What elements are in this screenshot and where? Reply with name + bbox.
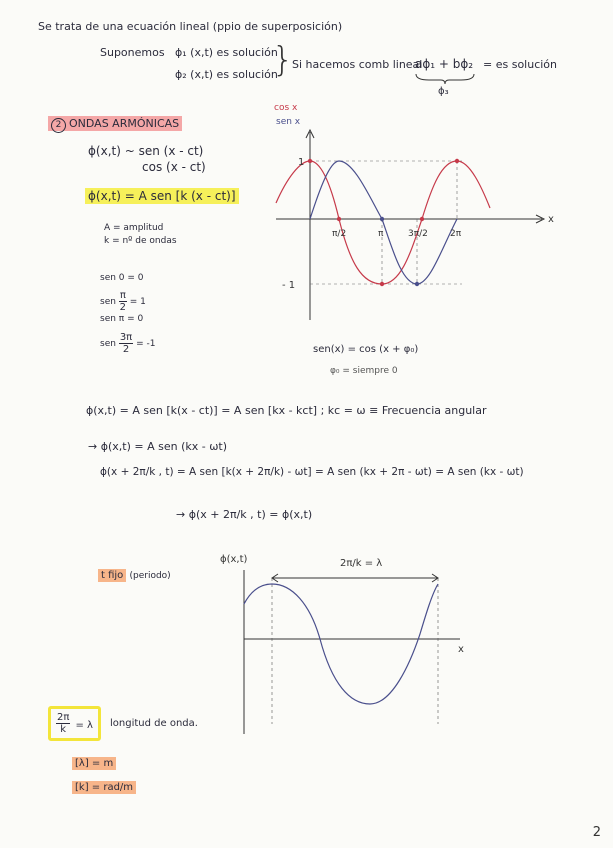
phi3-label: ϕ₃ [438,86,449,97]
wave-curve [244,584,438,704]
sin-curve [310,161,457,284]
sen-pi-half: sen $\frac{\pi}{2}$ = 1 [100,290,146,313]
derivation-line-3: ϕ(x + 2π/k , t) = A sen [k(x + 2π/k) - ωt] = A sen (kx + 2π - ωt) = A sen (kx - ωt) [100,466,524,478]
cos-axis-label: cos x [274,103,298,113]
point-cos-min [380,282,384,286]
point-pi-half [337,217,341,221]
fixed-time-label [98,570,171,581]
wave-period-graph [220,544,540,744]
point-two-pi [455,159,459,163]
section-title: ONDAS ARMÓNICAS [69,117,180,130]
derivation-line-1: ϕ(x,t) = A sen [k(x - ct)] = A sen [kx - kct] ; kc = ω ≡ Frecuencia angular [86,404,487,417]
boxed-fraction: $\frac{2\pi}{k}$ [57,712,70,735]
boxed-lambda: = λ [75,720,93,731]
combo-expression: aϕ₁ + bϕ₂ [415,57,474,71]
point-three-pi-half [420,217,424,221]
section-number: 2 [51,118,66,133]
point-cos-max [308,159,312,163]
point-pi [380,217,384,221]
intro-line: Se trata de una ecuación lineal (ppio de superposición) [38,20,343,33]
graph1-minus-one-label: - 1 [282,280,296,291]
tfijo-note: (periodo) [129,571,171,581]
graph2-y-label: ϕ(x,t) [220,554,248,565]
amplitude-def: A = amplitud [104,223,164,233]
lambda-unit: [λ] = m [72,758,116,769]
derivation-line-4: → ϕ(x + 2π/k , t) = ϕ(x,t) [176,508,313,521]
k-unit: [k] = rad/m [72,782,136,793]
tick-two-pi: 2π [450,229,462,239]
sen-pi: sen π = 0 [100,314,144,324]
sin-cos-graph [262,98,572,328]
underbrace-icon [414,72,476,86]
page-number: 2 [592,825,601,840]
tfijo-highlight: t fijo [98,569,126,582]
section-heading [48,117,182,133]
tick-three-pi-half: 3π/2 [408,229,428,239]
sen-three-pi-half: sen $\frac{3\pi}{2}$ = -1 [100,332,156,355]
wavelength-box [48,706,101,741]
suppose-label: Suponemos [100,46,165,59]
phase-note: φ₀ = siempre 0 [330,366,398,376]
tick-pi: π [378,229,384,239]
approx-cos: cos (x - ct) [142,160,206,174]
combo-result: = es solución [483,58,558,71]
graph1-one-label: 1 [298,157,305,168]
main-wave-equation: ϕ(x,t) = A sen [k (x - ct)] [85,189,239,203]
combo-label: Si hacemos comb lineal [292,58,423,71]
wavenumber-def: k = nº de ondas [104,236,177,246]
graph1-x-label: x [548,214,554,225]
phase-identity: sen(x) = cos (x + φ₀) [313,344,419,355]
phi2-statement: ϕ₂ (x,t) es solución [175,68,278,81]
graph2-x-label: x [458,644,464,655]
wavelength-label: longitud de onda. [110,718,198,729]
derivation-line-2: → ϕ(x,t) = A sen (kx - ωt) [88,440,228,453]
phi1-statement: ϕ₁ (x,t) es solución [175,46,278,59]
point-sin-min [415,282,419,286]
period-label: 2π/k = λ [340,558,383,569]
sen-axis-label: sen x [276,117,301,127]
approx-sen: ϕ(x,t) ~ sen (x - ct) [88,144,204,158]
tick-pi-half: π/2 [332,229,347,239]
sen-zero: sen 0 = 0 [100,273,144,283]
brace-icon: } [272,40,294,80]
